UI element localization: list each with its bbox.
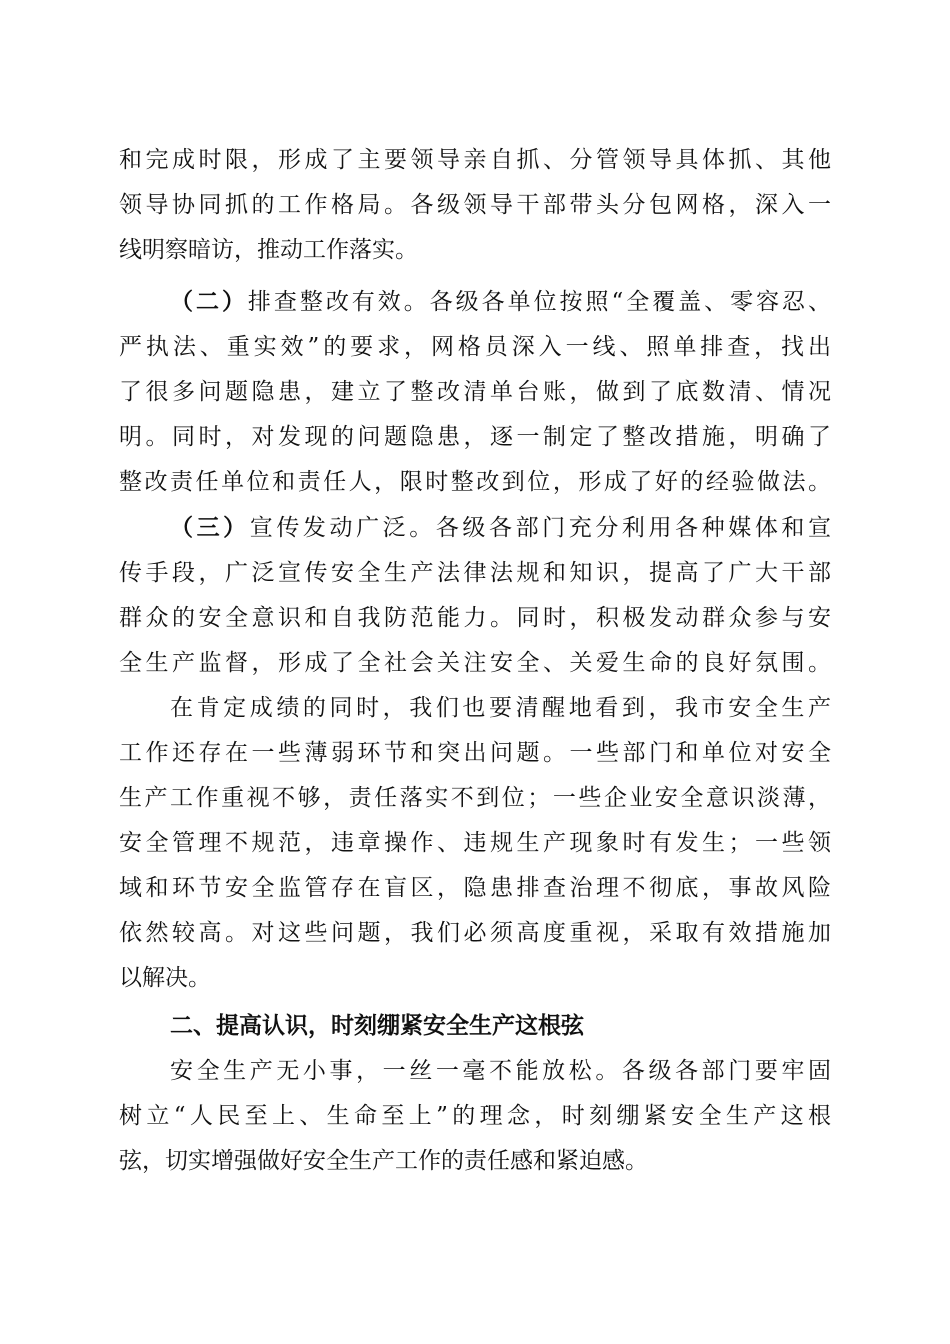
body-text: 排查整改有效。各级各单位按照“全覆盖、零容忍、 (247, 289, 832, 315)
body-line: 和完成时限，形成了主要领导亲自抓、分管领导具体抓、其他 (119, 147, 831, 173)
body-line: 弦，切实增强做好安全生产工作的责任感和紧迫感。 (119, 1148, 648, 1174)
body-line: 线明察暗访，推动工作落实。 (119, 237, 418, 263)
body-line: 工作还存在一些薄弱环节和突出问题。一些部门和单位对安全 (119, 740, 831, 766)
body-line: 安全管理不规范，违章操作、违规生产现象时有发生；一些领 (119, 830, 831, 856)
body-line: 传手段，广泛宣传安全生产法律法规和知识，提高了广大干部 (119, 560, 831, 586)
body-line: 域和环节安全监管存在盲区，隐患排查治理不彻底，事故风险 (119, 875, 831, 901)
body-line: 全生产监督，形成了全社会关注安全、关爱生命的良好氛围。 (119, 650, 831, 676)
body-line: 明。同时，对发现的问题隐患，逐一制定了整改措施，明确了 (119, 424, 831, 450)
section-number: （二） (170, 289, 248, 315)
body-line: 了很多问题隐患，建立了整改清单台账，做到了底数清、情况 (119, 379, 831, 405)
paragraph-heading-line (170, 282, 831, 322)
section-heading: 二、提高认识，时刻绷紧安全生产这根弦 (170, 1013, 584, 1039)
body-line: 在肯定成绩的同时，我们也要清醒地看到，我市安全生产 (170, 695, 831, 721)
body-line: 生产工作重视不够，责任落实不到位；一些企业安全意识淡薄， (119, 785, 831, 811)
paragraph-heading-line (170, 508, 831, 548)
body-line: 以解决。 (119, 965, 211, 991)
body-line: 树立“人民至上、生命至上”的理念，时刻绷紧安全生产这根 (119, 1103, 831, 1129)
body-text: 宣传发动广泛。各级各部门充分利用各种媒体和宣 (249, 515, 831, 541)
body-line: 整改责任单位和责任人，限时整改到位，形成了好的经验做法。 (119, 469, 831, 495)
body-line: 群众的安全意识和自我防范能力。同时，积极发动群众参与安 (119, 605, 831, 631)
body-line: 依然较高。对这些问题，我们必须高度重视，采取有效措施加 (119, 920, 831, 946)
body-line: 严执法、重实效”的要求，网格员深入一线、照单排查，找出 (119, 334, 831, 360)
section-number: （三） (170, 515, 250, 541)
body-line: 安全生产无小事，一丝一毫不能放松。各级各部门要牢固 (170, 1058, 831, 1084)
body-line: 领导协同抓的工作格局。各级领导干部带头分包网格，深入一 (119, 192, 831, 218)
